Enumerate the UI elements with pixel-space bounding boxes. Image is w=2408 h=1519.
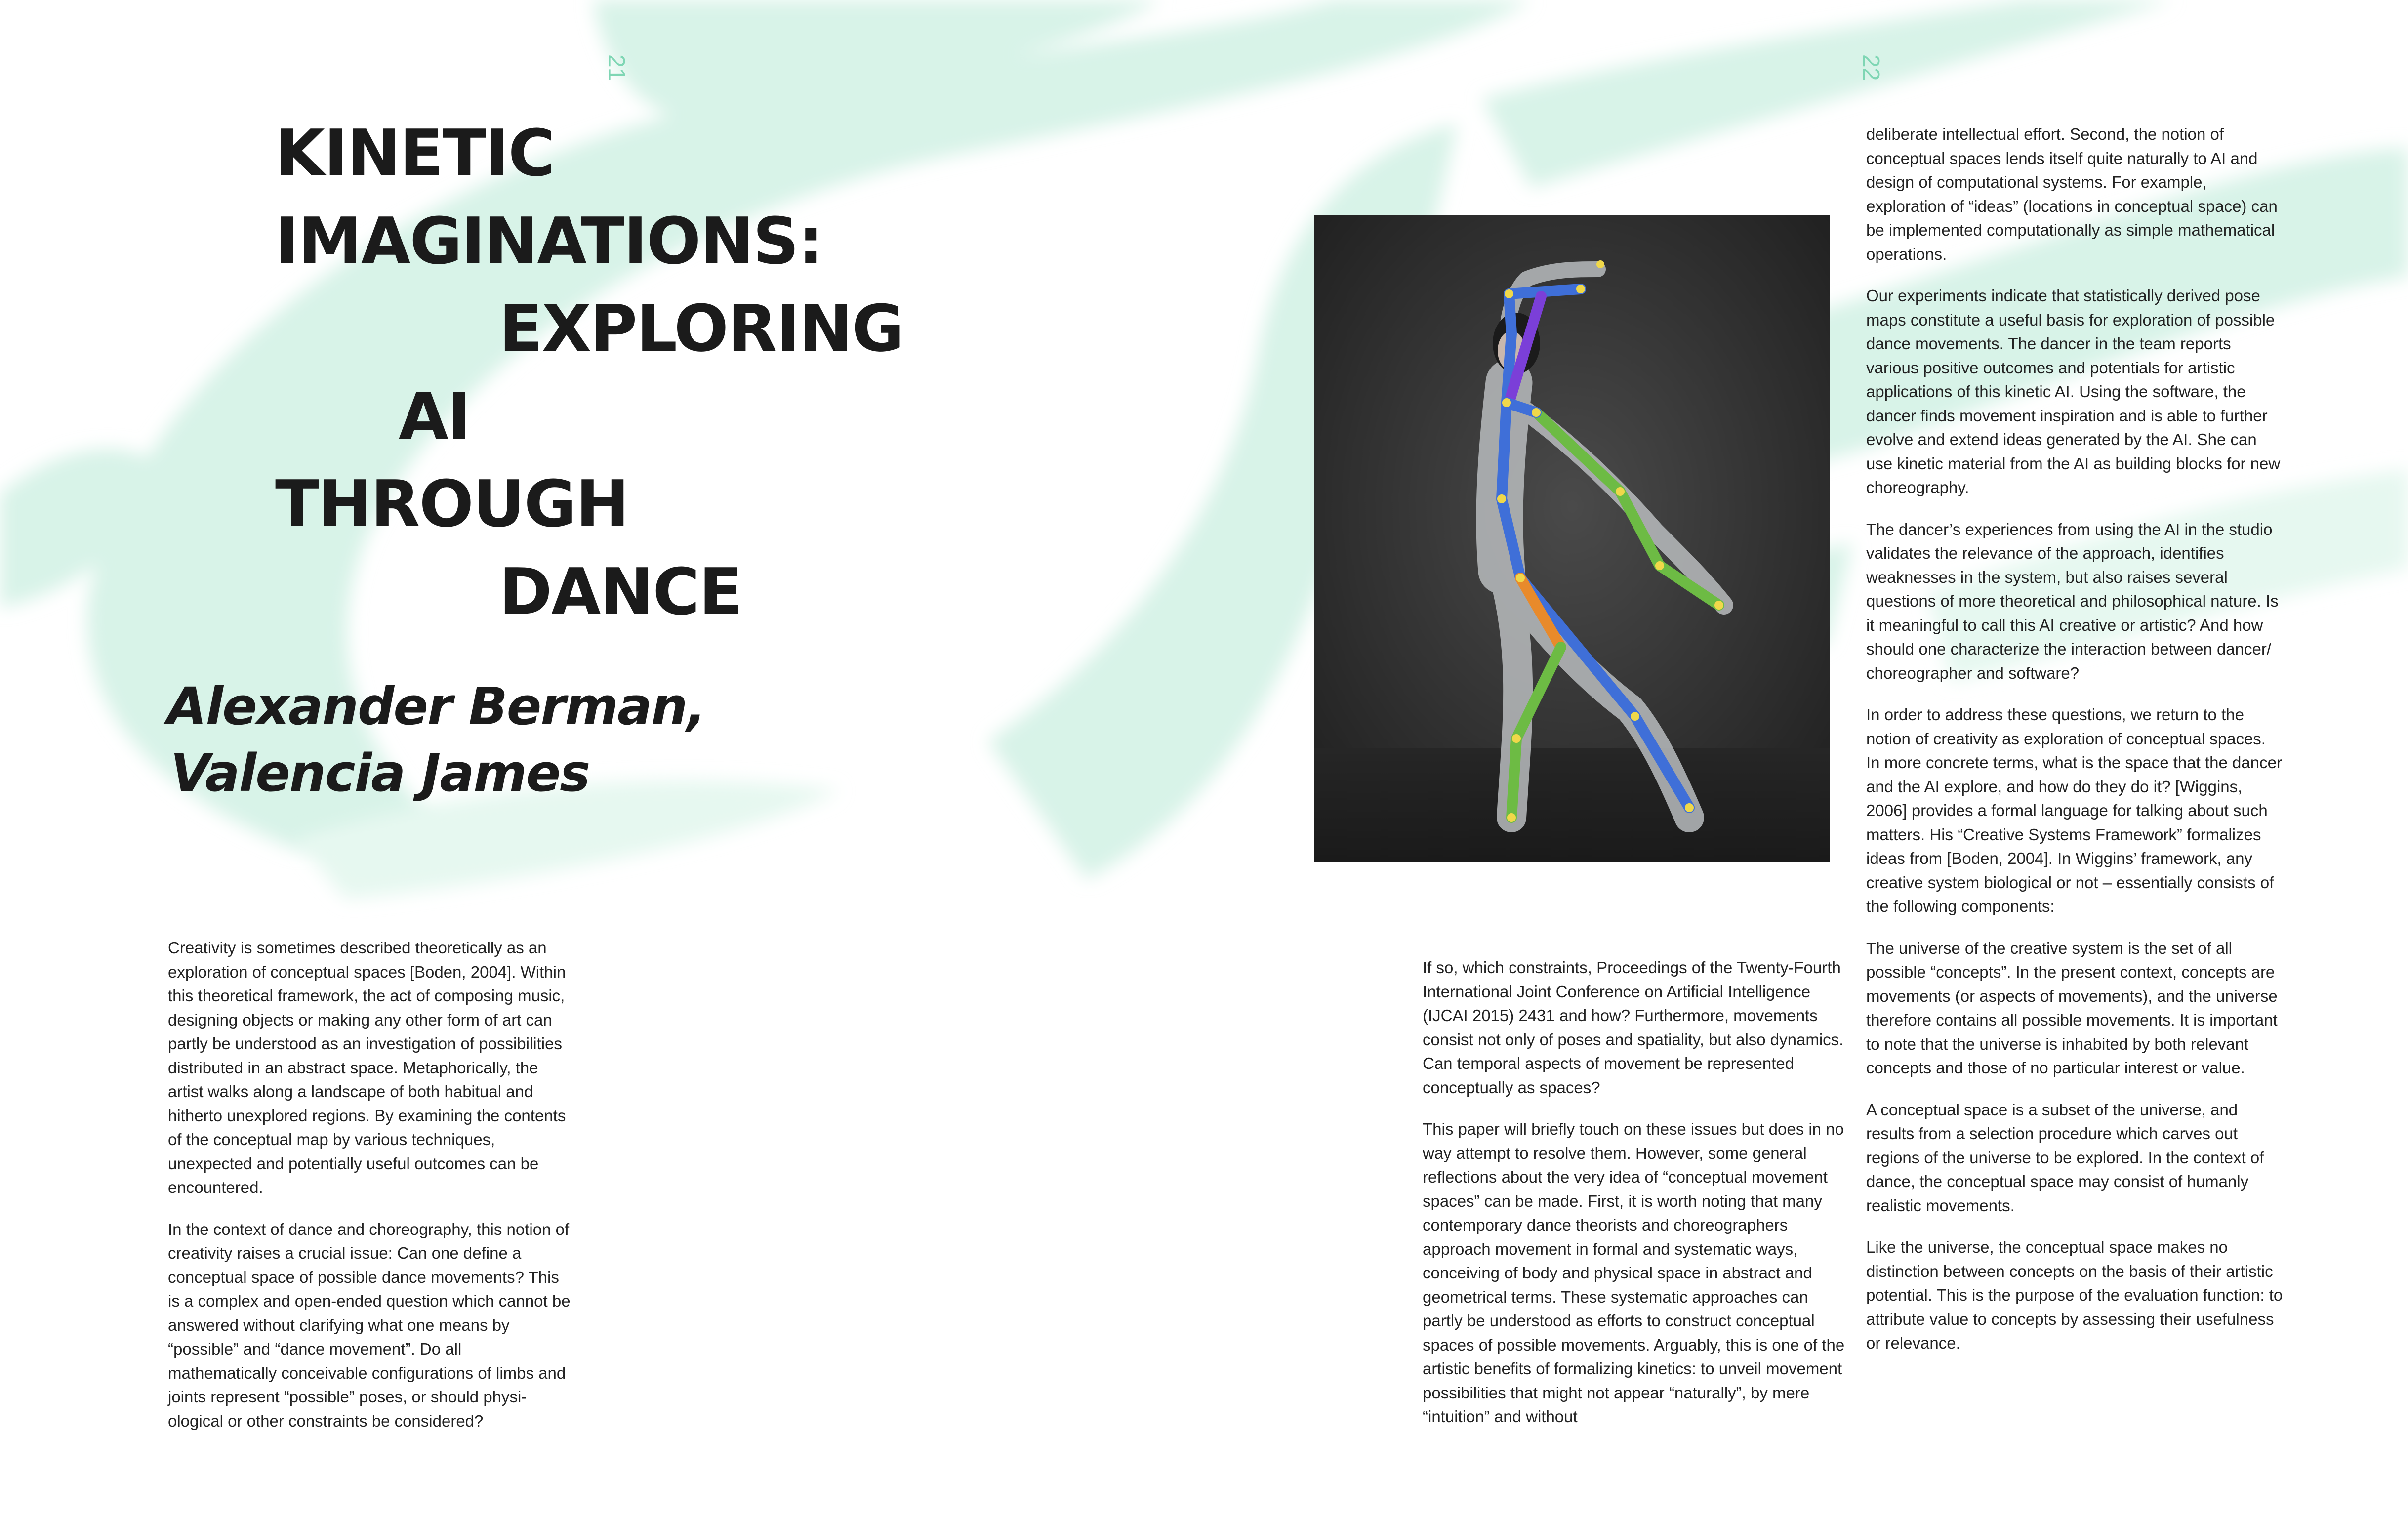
body-column-left: [168, 936, 573, 1451]
title-line-4: AI: [399, 379, 470, 454]
paragraph: The dancer’s experiences from using the AI in the studio validates the relevance of the approach, identifies weaknesses in the system, but also raises several questions of more theoretical and philosophical nature. Is it meaningful to call this AI creative or artistic? And how should one characterize the interaction between dancer/ choreographer and software?: [1866, 520, 2279, 682]
dancer-pose-photo: [1314, 215, 1830, 862]
author-line-2: Valencia James: [170, 743, 590, 803]
paragraph: If so, which constraints, Proceedings of the Twenty-Fourth International Joint Conference on Artificial Intelligence (IJCAI 2015) 2431 and how? Furthermore, movements consist not only of poses and spatiality, but also dynamics. Can temporal aspects of movement be represented conceptually as spaces?: [1423, 958, 1844, 1097]
title-line-6: DANCE: [499, 554, 742, 629]
body-column-middle: [1423, 956, 1847, 1447]
page-number-right: 22: [1858, 54, 1884, 81]
title-line-3: EXPLORING: [499, 291, 904, 366]
title-line-2: IMAGINATIONS:: [275, 204, 823, 279]
paragraph: Like the universe, the conceptual space makes no distinction between concepts on the basis of their artistic potential. This is the purpose of the evaluation function: to attribute value to concepts by assessing their usefulness or relevance.: [1866, 1238, 2283, 1352]
paragraph: This paper will briefly touch on these issues but does in no way attempt to resolve them. However, some general reflections about the very idea of “conceptual movement spaces” can be made. First, it is worth noting that many contemporary dance theorists and choreographers approach movement in formal and systematic ways, conceiving of body and physical space in abstract and geometrical terms. These systematic approaches can partly be understood as efforts to construct conceptual spaces of possible movements. Arguably, this is one of the artistic benefits of formalizing kinetics: to unveil movement possibilities that might not appear “naturally”, by mere “intuition” and without: [1423, 1120, 1845, 1426]
paragraph: The universe of the creative system is the set of all possible “concepts”. In the present context, concepts are movements (or aspects of movements), and the universe therefore contains all possible movements. It is important to note that the universe is inhabited by both relevant concepts and those of no particular interest or value.: [1866, 939, 2278, 1077]
page-number-left: 21: [603, 54, 629, 81]
pose-skeleton-illustration: [1314, 215, 1830, 862]
title-line-5: THROUGH: [275, 466, 629, 541]
body-column-right: [1866, 123, 2284, 1373]
title-line-1: KINETIC: [275, 116, 555, 191]
author-line-1: Alexander Berman,: [167, 676, 705, 737]
paragraph: A conceptual space is a subset of the universe, and results from a selection procedure which carves out regions of the universe to be explored. In the context of dance, the conceptual space may consist of humanly realistic movements.: [1866, 1100, 2264, 1215]
paragraph: In the context of dance and choreography, this notion of creativity raises a crucial issue: Can one define a conceptual space of possible dance movements? This is a complex and open-ended question which cannot be answered without clarifying what one means by “possible” and “dance movement”. Do all mathematically conceivable configurations of limbs and joints represent “possible” poses, or should physi-ological or other constraints be considered?: [168, 1220, 571, 1430]
paragraph: deliberate intellectual effort. Second, the notion of conceptual spaces lends itself quite naturally to AI and design of computational systems. For example, exploration of “ideas” (locations in conceptual space) can be implemented computationally as simple mathematical operations.: [1866, 125, 2278, 263]
paragraph: In order to address these questions, we return to the notion of creativity as exploration of conceptual spaces. In more concrete terms, what is the space that the dancer and the AI explore, and how do they do it? [Wiggins, 2006] provides a formal language for talking about such matters. His “Creative Systems Framework” formalizes ideas from [Boden, 2004]. In Wiggins’ framework, any creative system biological or not – essentially consists of the following components:: [1866, 705, 2282, 915]
paragraph: Our experiments indicate that statistically derived pose maps constitute a useful basis for exploration of possible dance movements. The dancer in the team reports various positive outcomes and potentials for artistic applications of this kinetic AI. Using the software, the dancer finds movement inspiration and is able to further evolve and extend ideas generated by the AI. She can use kinetic material from the AI as building blocks for new choreography.: [1866, 287, 2281, 496]
paragraph: Creativity is sometimes described theoretically as an exploration of conceptual spaces [Boden, 2004]. Within this theoretical framework, the act of composing music, designing objects or making any other form of art can partly be understood as an investigation of possibilities distributed in an abstract space. Metaphorically, the artist walks along a landscape of both habitual and hitherto unexplored regions. By examining the contents of the conceptual map by various techniques, unexpected and potentially useful outcomes can be encountered.: [168, 939, 566, 1196]
